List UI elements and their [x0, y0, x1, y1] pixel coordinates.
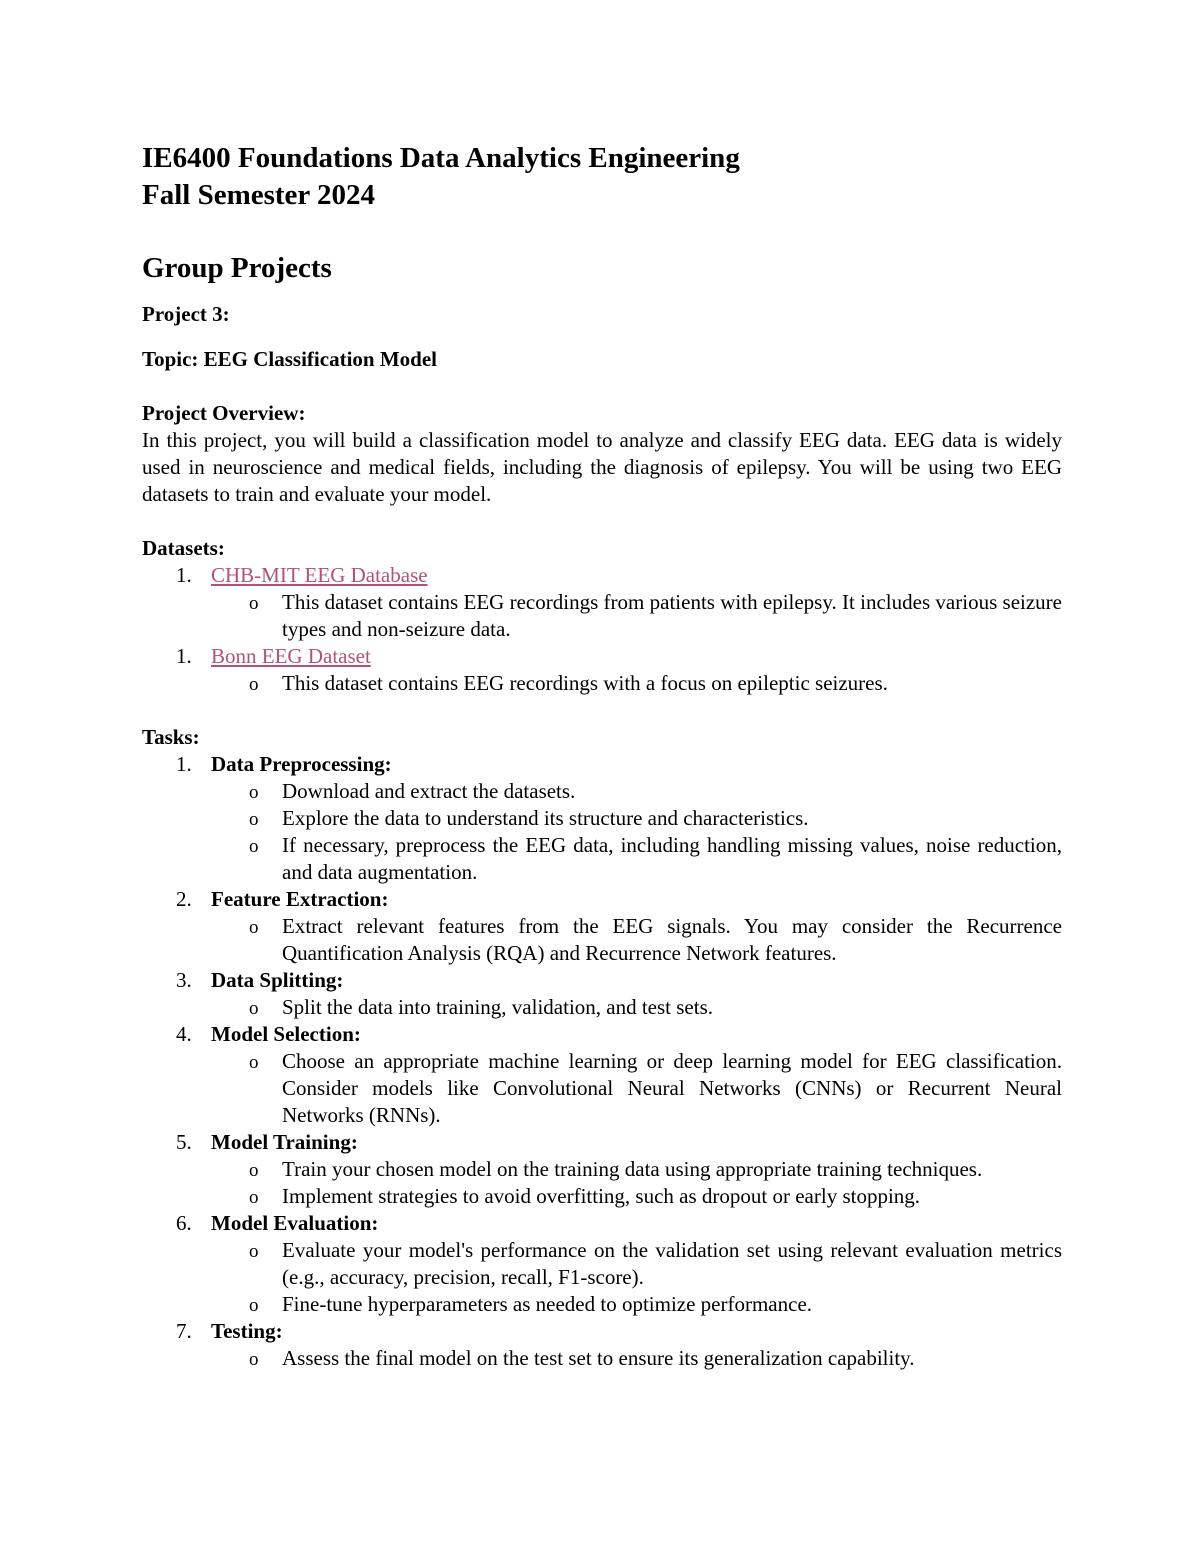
bullet-icon: o — [249, 809, 259, 830]
task-item — [142, 1210, 1062, 1318]
list-item — [142, 1183, 1062, 1210]
project-label: Project 3: — [142, 302, 230, 326]
task-item — [142, 1318, 1062, 1372]
bullet-icon: o — [249, 1160, 259, 1181]
document-page — [142, 140, 1062, 1372]
list-item — [142, 1156, 1062, 1183]
task-item — [142, 967, 1062, 1021]
task-step: Implement strategies to avoid overfitting, such as dropout or early stopping. — [282, 1184, 921, 1208]
dataset-item — [142, 643, 1062, 697]
task-step: Split the data into training, validation, and test sets. — [282, 995, 714, 1019]
dataset-item — [142, 562, 1062, 643]
list-number: 1. — [176, 644, 192, 668]
task-title: Model Selection: — [211, 1022, 361, 1046]
list-item — [142, 670, 1062, 697]
tasks-list — [142, 751, 1062, 1372]
topic-label: Topic: EEG Classification Model — [142, 347, 437, 371]
task-title: Testing: — [211, 1319, 283, 1343]
task-title: Model Training: — [211, 1130, 358, 1154]
dataset-description: This dataset contains EEG recordings with a focus on epileptic seizures. — [282, 671, 888, 695]
list-item — [142, 994, 1062, 1021]
bullet-icon: o — [249, 1295, 259, 1316]
semester: Fall Semester 2024 — [142, 179, 376, 211]
task-item — [142, 886, 1062, 967]
course-title — [142, 140, 1062, 214]
list-item — [142, 1291, 1062, 1318]
bonn-dataset-link[interactable]: Bonn EEG Dataset — [211, 644, 371, 668]
task-sublist — [211, 1048, 1062, 1129]
bullet-icon: o — [249, 1241, 259, 1262]
dataset-sublist — [211, 670, 1062, 697]
bullet-icon: o — [249, 998, 259, 1019]
list-number: 7. — [176, 1319, 192, 1343]
section-title: Group Projects — [142, 252, 332, 284]
list-item — [142, 1048, 1062, 1129]
task-step: Choose an appropriate machine learning or deep learning model for EEG classification. Consider models like Convolutional Neural Networks (CNNs) or Recurrent Neural Networks (RNNs). — [282, 1049, 1062, 1127]
task-item — [142, 751, 1062, 886]
task-step: Evaluate your model's performance on the validation set using relevant evaluation metrics (e.g., accuracy, precision, recall, F1-score). — [282, 1238, 1062, 1289]
bullet-icon: o — [249, 1349, 259, 1370]
list-number: 2. — [176, 887, 192, 911]
bullet-icon: o — [249, 782, 259, 803]
list-item — [142, 1345, 1062, 1372]
list-number: 5. — [176, 1130, 192, 1154]
list-number: 1. — [176, 563, 192, 587]
datasets-label: Datasets: — [142, 536, 225, 560]
task-item — [142, 1021, 1062, 1129]
task-step: Download and extract the datasets. — [282, 779, 576, 803]
task-step: Assess the final model on the test set to ensure its generalization capability. — [282, 1346, 915, 1370]
list-number: 4. — [176, 1022, 192, 1046]
list-item — [142, 589, 1062, 643]
bullet-icon: o — [249, 917, 259, 938]
overview-label: Project Overview: — [142, 401, 306, 425]
bullet-icon: o — [249, 836, 259, 857]
list-item — [142, 913, 1062, 967]
task-title: Data Preprocessing: — [211, 752, 392, 776]
chb-mit-dataset-link[interactable]: CHB-MIT EEG Database — [211, 563, 428, 587]
task-title: Model Evaluation: — [211, 1211, 379, 1235]
task-sublist — [211, 1345, 1062, 1372]
task-step: Fine-tune hyperparameters as needed to optimize performance. — [282, 1292, 813, 1316]
overview-text: In this project, you will build a classification model to analyze and classify EEG data. EEG data is widely used in neuroscience and medical fields, including the diagnosis of epilepsy. You will be using two EEG datasets to train and evaluate your model. — [142, 428, 1062, 506]
task-step: Train your chosen model on the training data using appropriate training techniques. — [282, 1157, 983, 1181]
course-name: IE6400 Foundations Data Analytics Engineering — [142, 142, 740, 174]
list-number: 1. — [176, 752, 192, 776]
task-sublist — [211, 913, 1062, 967]
task-sublist — [211, 994, 1062, 1021]
bullet-icon: o — [249, 1187, 259, 1208]
task-sublist — [211, 1156, 1062, 1210]
dataset-sublist — [211, 589, 1062, 643]
bullet-icon: o — [249, 1052, 259, 1073]
task-item — [142, 1129, 1062, 1210]
task-step: Explore the data to understand its structure and characteristics. — [282, 806, 809, 830]
task-title: Feature Extraction: — [211, 887, 389, 911]
task-sublist — [211, 778, 1062, 886]
list-item — [142, 1237, 1062, 1291]
list-item — [142, 805, 1062, 832]
task-step: Extract relevant features from the EEG signals. You may consider the Recurrence Quantification Analysis (RQA) and Recurrence Network features. — [282, 914, 1062, 965]
bullet-icon: o — [249, 674, 259, 695]
bullet-icon: o — [249, 593, 259, 614]
list-item — [142, 778, 1062, 805]
datasets-list — [142, 562, 1062, 697]
task-title: Data Splitting: — [211, 968, 344, 992]
task-sublist — [211, 1237, 1062, 1318]
list-item — [142, 832, 1062, 886]
list-number: 3. — [176, 968, 192, 992]
tasks-label: Tasks: — [142, 725, 200, 749]
list-number: 6. — [176, 1211, 192, 1235]
dataset-description: This dataset contains EEG recordings from patients with epilepsy. It includes various seizure types and non-seizure data. — [282, 590, 1062, 641]
task-step: If necessary, preprocess the EEG data, including handling missing values, noise reduction, and data augmentation. — [282, 833, 1062, 884]
